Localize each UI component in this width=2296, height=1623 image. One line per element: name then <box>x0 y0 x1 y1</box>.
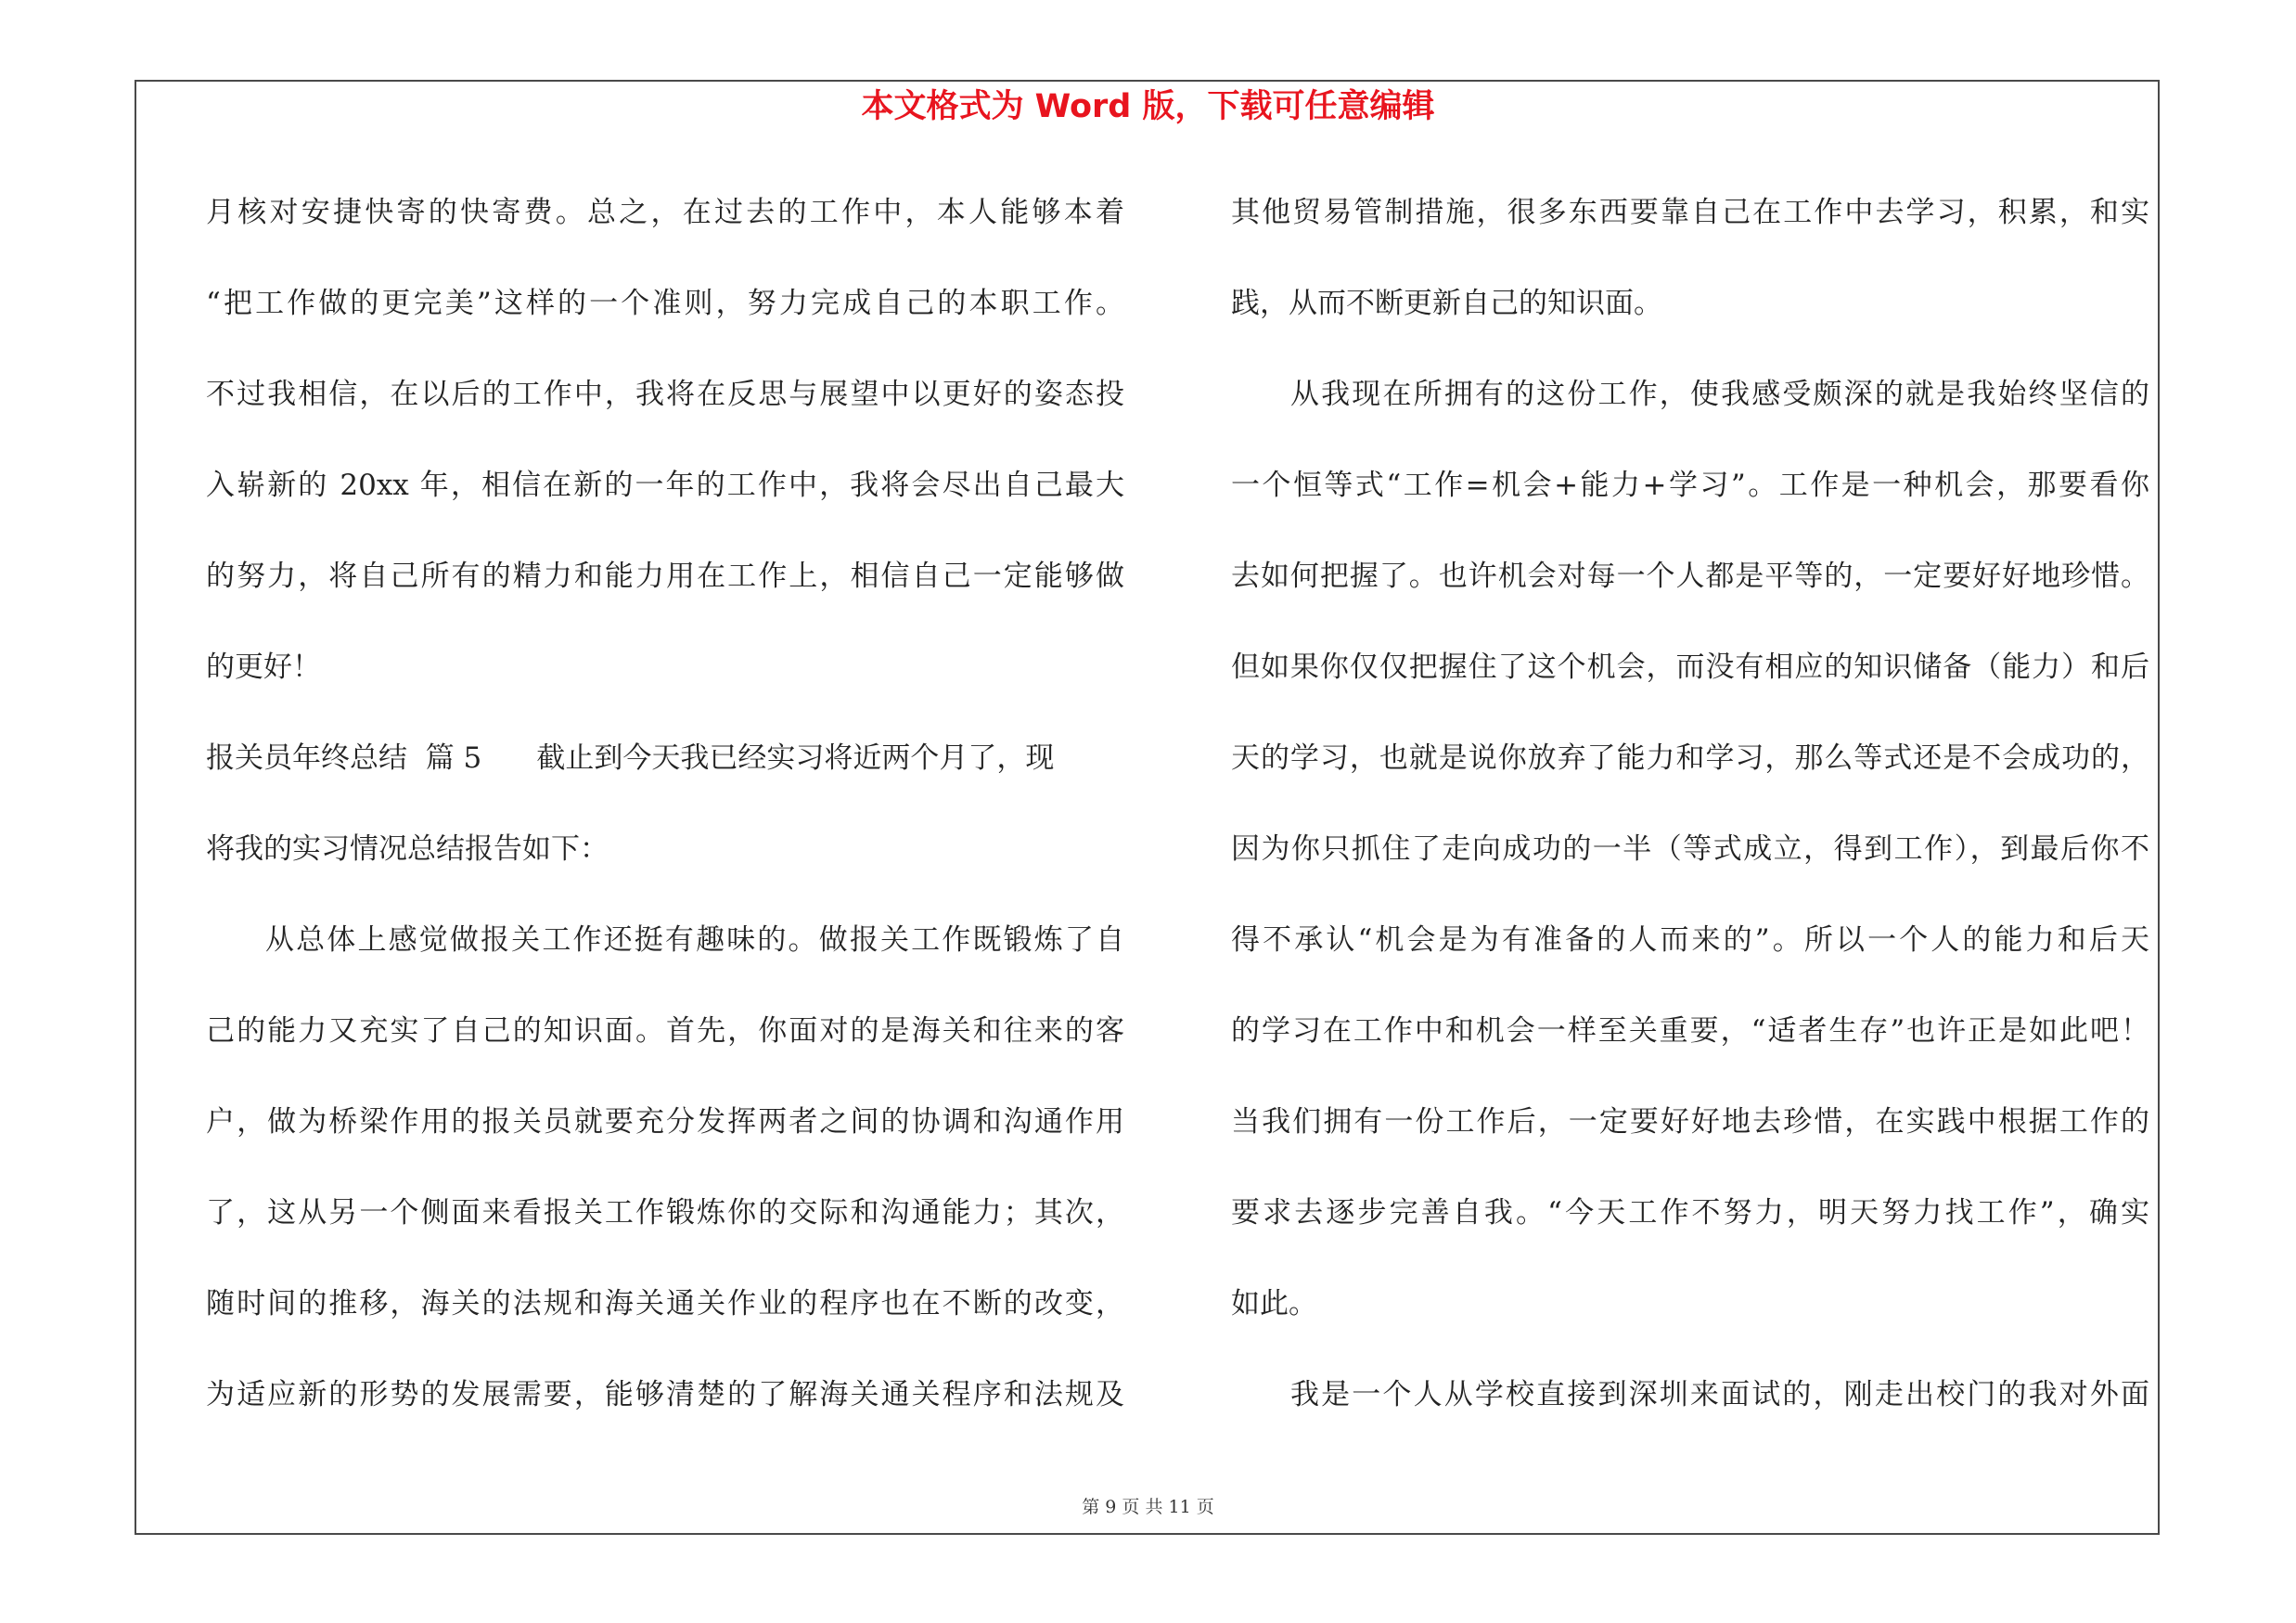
text-line: 己的能力又充实了自己的知识面。首先，你面对的是海关和往来的客 <box>206 1014 1124 1048</box>
text-line: 的努力，将自己所有的精力和能力用在工作上，相信自己一定能够做 <box>206 560 1124 593</box>
text-line: 当我们拥有一份工作后，一定要好好地去珍惜，在实践中根据工作的 <box>1231 1105 2149 1139</box>
text-line: 我是一个人从学校直接到深圳来面试的，刚走出校门的我对外面 <box>1290 1378 2149 1411</box>
text-line: 将我的实习情况总结报告如下： <box>206 832 609 866</box>
text-line: 得不承认“机会是为有准备的人而来的”。所以一个人的能力和后天 <box>1231 923 2149 957</box>
left-column <box>206 185 1124 1458</box>
section-heading-line: 报关员年终总结 篇 5 截止到今天我已经实习将近两个月了，现 <box>206 741 1055 775</box>
text-line: 户，做为桥梁作用的报关员就要充分发挥两者之间的协调和沟通作用 <box>206 1105 1124 1139</box>
text-line: 随时间的推移，海关的法规和海关通关作业的程序也在不断的改变， <box>206 1287 1124 1320</box>
text-line: 因为你只抓住了走向成功的一半（等式成立，得到工作），到最后你不 <box>1231 832 2149 866</box>
text-line: 从总体上感觉做报关工作还挺有趣味的。做报关工作既锻炼了自 <box>265 923 1124 957</box>
text-line: 为适应新的形势的发展需要，能够清楚的了解海关通关程序和法规及 <box>206 1378 1124 1411</box>
text-line: 不过我相信，在以后的工作中，我将在反思与展望中以更好的姿态投 <box>206 378 1124 411</box>
text-line: 一个恒等式“工作=机会+能力+学习”。工作是一种机会，那要看你 <box>1231 469 2149 502</box>
text-line: 从我现在所拥有的这份工作，使我感受颇深的就是我始终坚信的 <box>1290 378 2149 411</box>
text-line: 的更好！ <box>206 650 321 684</box>
text-line: 其他贸易管制措施，很多东西要靠自己在工作中去学习，积累，和实 <box>1231 196 2149 229</box>
text-line: 的学习在工作中和机会一样至关重要，“适者生存”也许正是如此吧！ <box>1231 1014 2149 1048</box>
page-number-footer: 第 9 页 共 11 页 <box>1082 1497 1214 1517</box>
text-line: 去如何把握了。也许机会对每一个人都是平等的，一定要好好地珍惜。 <box>1231 560 2149 593</box>
text-line: “把工作做的更完美”这样的一个准则，努力完成自己的本职工作。 <box>206 287 1124 320</box>
text-line: 天的学习，也就是说你放弃了能力和学习，那么等式还是不会成功的， <box>1231 741 2149 775</box>
text-line: 如此。 <box>1231 1287 1317 1320</box>
text-line: 入崭新的 20xx 年，相信在新的一年的工作中，我将会尽出自己最大 <box>206 469 1124 502</box>
text-line: 月核对安捷快寄的快寄费。总之，在过去的工作中，本人能够本着 <box>206 196 1124 229</box>
format-banner: 本文格式为 Word 版，下载可任意编辑 <box>861 88 1435 125</box>
text-line: 了，这从另一个侧面来看报关工作锻炼你的交际和沟通能力；其次， <box>206 1196 1124 1230</box>
text-line: 践，从而不断更新自己的知识面。 <box>1231 287 1662 320</box>
text-line: 但如果你仅仅把握住了这个机会，而没有相应的知识储备（能力）和后 <box>1231 650 2149 684</box>
right-column <box>1231 185 2149 1458</box>
text-line: 要求去逐步完善自我。“今天工作不努力，明天努力找工作”，确实 <box>1231 1196 2149 1230</box>
